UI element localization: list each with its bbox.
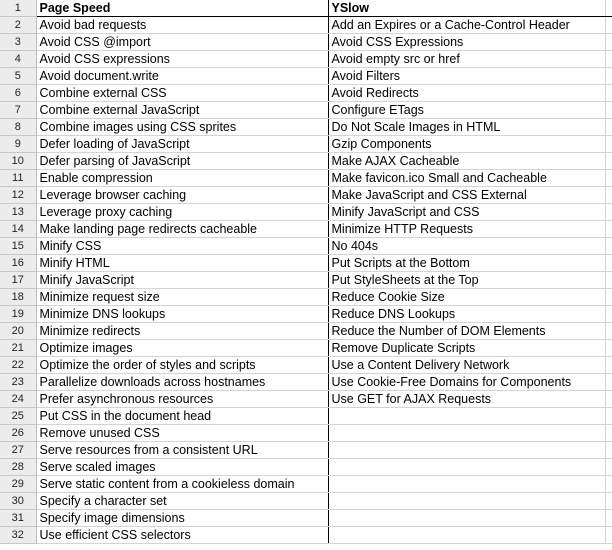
cell-empty[interactable]: [605, 34, 612, 51]
cell-empty[interactable]: [605, 340, 612, 357]
cell-empty[interactable]: [605, 221, 612, 238]
row-header[interactable]: 15: [0, 238, 36, 255]
cell-empty[interactable]: [605, 102, 612, 119]
row-header[interactable]: 30: [0, 493, 36, 510]
table-row: [0, 493, 612, 510]
table-row: [0, 408, 612, 425]
table-row: [0, 459, 612, 476]
cell-empty[interactable]: [605, 323, 612, 340]
cell-empty[interactable]: [605, 306, 612, 323]
cell-empty[interactable]: [605, 493, 612, 510]
table-row: [0, 85, 612, 102]
cell-empty[interactable]: [605, 510, 612, 527]
cell-page-speed-rule[interactable]: Minify JavaScript: [36, 272, 328, 289]
cell-yslow-rule[interactable]: [328, 476, 605, 493]
row-header[interactable]: 3: [0, 34, 36, 51]
table-row: [0, 17, 612, 34]
cell-empty[interactable]: [605, 408, 612, 425]
table-row: [0, 357, 612, 374]
cell-yslow-rule[interactable]: [328, 527, 605, 544]
cell-empty[interactable]: [605, 119, 612, 136]
cell-page-speed-rule[interactable]: Combine images using CSS sprites: [36, 119, 328, 136]
cell-empty[interactable]: [605, 17, 612, 34]
cell-page-speed-rule[interactable]: Leverage browser caching: [36, 187, 328, 204]
table-row: [0, 425, 612, 442]
cell-yslow-rule[interactable]: Avoid CSS Expressions: [328, 34, 605, 51]
cell-page-speed-rule[interactable]: Minimize DNS lookups: [36, 306, 328, 323]
cell-page-speed-rule[interactable]: Enable compression: [36, 170, 328, 187]
cell-page-speed-rule[interactable]: Defer loading of JavaScript: [36, 136, 328, 153]
cell-page-speed-rule[interactable]: Parallelize downloads across hostnames: [36, 374, 328, 391]
cell-empty[interactable]: [605, 255, 612, 272]
cell-page-speed-rule[interactable]: Optimize the order of styles and scripts: [36, 357, 328, 374]
row-header[interactable]: 26: [0, 425, 36, 442]
cell-empty[interactable]: [605, 68, 612, 85]
cell-yslow-rule[interactable]: Reduce Cookie Size: [328, 289, 605, 306]
cell-yslow-rule[interactable]: Remove Duplicate Scripts: [328, 340, 605, 357]
table-row: [0, 119, 612, 136]
row-header[interactable]: 12: [0, 187, 36, 204]
cell-page-speed-rule[interactable]: Remove unused CSS: [36, 425, 328, 442]
row-header[interactable]: 6: [0, 85, 36, 102]
cell-page-speed-rule[interactable]: Minimize redirects: [36, 323, 328, 340]
row-header[interactable]: 13: [0, 204, 36, 221]
table-row: [0, 391, 612, 408]
cell-empty[interactable]: [605, 238, 612, 255]
row-header[interactable]: 32: [0, 527, 36, 544]
row-header[interactable]: 5: [0, 68, 36, 85]
row-header[interactable]: 21: [0, 340, 36, 357]
cell-empty[interactable]: [605, 476, 612, 493]
cell-page-speed-rule[interactable]: Serve static content from a cookieless domain: [36, 476, 328, 493]
cell-yslow-rule[interactable]: Use GET for AJAX Requests: [328, 391, 605, 408]
row-header[interactable]: 27: [0, 442, 36, 459]
row-header[interactable]: 9: [0, 136, 36, 153]
cell-empty[interactable]: [605, 391, 612, 408]
cell-page-speed-rule[interactable]: Optimize images: [36, 340, 328, 357]
table-row: [0, 153, 612, 170]
cell-yslow-rule[interactable]: [328, 510, 605, 527]
cell-yslow-rule[interactable]: Add an Expires or a Cache-Control Header: [328, 17, 605, 34]
cell-yslow-rule[interactable]: [328, 425, 605, 442]
cell-yslow-rule[interactable]: Minify JavaScript and CSS: [328, 204, 605, 221]
cell-empty[interactable]: [605, 187, 612, 204]
table-row: [0, 136, 612, 153]
row-header[interactable]: 14: [0, 221, 36, 238]
cell-empty[interactable]: [605, 425, 612, 442]
cell-page-speed-rule[interactable]: Make landing page redirects cacheable: [36, 221, 328, 238]
cell-yslow-rule[interactable]: Avoid Redirects: [328, 85, 605, 102]
cell-page-speed-rule[interactable]: Combine external JavaScript: [36, 102, 328, 119]
cell-page-speed-rule[interactable]: Avoid CSS @import: [36, 34, 328, 51]
row-header[interactable]: 7: [0, 102, 36, 119]
cell-empty[interactable]: [605, 153, 612, 170]
table-row: [0, 221, 612, 238]
cell-page-speed-rule[interactable]: Leverage proxy caching: [36, 204, 328, 221]
row-header[interactable]: 17: [0, 272, 36, 289]
cell-empty[interactable]: [605, 442, 612, 459]
row-header[interactable]: 18: [0, 289, 36, 306]
table-row: [0, 340, 612, 357]
cell-empty[interactable]: [605, 170, 612, 187]
row-header[interactable]: 28: [0, 459, 36, 476]
cell-page-speed-rule[interactable]: Minify CSS: [36, 238, 328, 255]
table-row: [0, 170, 612, 187]
cell-yslow-rule[interactable]: Make JavaScript and CSS External: [328, 187, 605, 204]
cell-page-speed-rule[interactable]: Serve scaled images: [36, 459, 328, 476]
cell-page-speed-rule[interactable]: Avoid bad requests: [36, 17, 328, 34]
table-row: [0, 51, 612, 68]
cell-yslow-rule[interactable]: No 404s: [328, 238, 605, 255]
row-header[interactable]: 11: [0, 170, 36, 187]
cell-yslow-rule[interactable]: Reduce the Number of DOM Elements: [328, 323, 605, 340]
cell-yslow-rule[interactable]: [328, 408, 605, 425]
cell-empty[interactable]: [605, 204, 612, 221]
cell-empty[interactable]: [605, 289, 612, 306]
cell-page-speed-rule[interactable]: Serve resources from a consistent URL: [36, 442, 328, 459]
cell-yslow-rule[interactable]: Use Cookie-Free Domains for Components: [328, 374, 605, 391]
cell-page-speed-rule[interactable]: Use efficient CSS selectors: [36, 527, 328, 544]
cell-yslow-rule[interactable]: Put Scripts at the Bottom: [328, 255, 605, 272]
cell-yslow-rule[interactable]: [328, 459, 605, 476]
table-row: [0, 34, 612, 51]
row-header[interactable]: 23: [0, 374, 36, 391]
cell-page-speed-rule[interactable]: Minimize request size: [36, 289, 328, 306]
table-row: [0, 527, 612, 544]
table-row: [0, 442, 612, 459]
table-row: [0, 272, 612, 289]
table-row: [0, 204, 612, 221]
cell-empty[interactable]: [605, 527, 612, 544]
header-row: [0, 0, 612, 17]
cell-yslow-rule[interactable]: Do Not Scale Images in HTML: [328, 119, 605, 136]
row-header[interactable]: 10: [0, 153, 36, 170]
table-row: [0, 306, 612, 323]
row-header[interactable]: 24: [0, 391, 36, 408]
cell-yslow-rule[interactable]: Avoid empty src or href: [328, 51, 605, 68]
table-row: [0, 102, 612, 119]
table-row: [0, 68, 612, 85]
cell-empty[interactable]: [605, 0, 612, 17]
cell-empty[interactable]: [605, 459, 612, 476]
cell-yslow-rule[interactable]: Avoid Filters: [328, 68, 605, 85]
cell-page-speed-rule[interactable]: Avoid document.write: [36, 68, 328, 85]
cell-empty[interactable]: [605, 136, 612, 153]
cell-yslow-rule[interactable]: Configure ETags: [328, 102, 605, 119]
cell-yslow-rule[interactable]: Use a Content Delivery Network: [328, 357, 605, 374]
row-header[interactable]: 16: [0, 255, 36, 272]
cell-empty[interactable]: [605, 357, 612, 374]
cell-page-speed-rule[interactable]: Combine external CSS: [36, 85, 328, 102]
row-header[interactable]: 22: [0, 357, 36, 374]
table-row: [0, 374, 612, 391]
cell-yslow-rule[interactable]: [328, 442, 605, 459]
header-cell-page-speed[interactable]: Page Speed: [36, 0, 328, 17]
table-row: [0, 289, 612, 306]
row-header[interactable]: 31: [0, 510, 36, 527]
table-row: [0, 510, 612, 527]
cell-yslow-rule[interactable]: Put StyleSheets at the Top: [328, 272, 605, 289]
table-row: [0, 255, 612, 272]
table-row: [0, 238, 612, 255]
row-header[interactable]: 1: [0, 0, 36, 17]
cell-yslow-rule[interactable]: Minimize HTTP Requests: [328, 221, 605, 238]
cell-page-speed-rule[interactable]: Prefer asynchronous resources: [36, 391, 328, 408]
cell-page-speed-rule[interactable]: Specify a character set: [36, 493, 328, 510]
cell-page-speed-rule[interactable]: Minify HTML: [36, 255, 328, 272]
cell-page-speed-rule[interactable]: Specify image dimensions: [36, 510, 328, 527]
cell-empty[interactable]: [605, 374, 612, 391]
row-header[interactable]: 29: [0, 476, 36, 493]
cell-empty[interactable]: [605, 51, 612, 68]
row-header[interactable]: 4: [0, 51, 36, 68]
cell-empty[interactable]: [605, 272, 612, 289]
cell-page-speed-rule[interactable]: Defer parsing of JavaScript: [36, 153, 328, 170]
cell-empty[interactable]: [605, 85, 612, 102]
cell-yslow-rule[interactable]: Make AJAX Cacheable: [328, 153, 605, 170]
table-row: [0, 476, 612, 493]
cell-page-speed-rule[interactable]: Put CSS in the document head: [36, 408, 328, 425]
row-header[interactable]: 19: [0, 306, 36, 323]
table-row: [0, 323, 612, 340]
row-header[interactable]: 20: [0, 323, 36, 340]
cell-yslow-rule[interactable]: [328, 493, 605, 510]
header-cell-yslow[interactable]: YSlow: [328, 0, 605, 17]
cell-yslow-rule[interactable]: Gzip Components: [328, 136, 605, 153]
cell-yslow-rule[interactable]: Reduce DNS Lookups: [328, 306, 605, 323]
row-header[interactable]: 25: [0, 408, 36, 425]
cell-yslow-rule[interactable]: Make favicon.ico Small and Cacheable: [328, 170, 605, 187]
table-row: [0, 187, 612, 204]
row-header[interactable]: 2: [0, 17, 36, 34]
row-header[interactable]: 8: [0, 119, 36, 136]
cell-page-speed-rule[interactable]: Avoid CSS expressions: [36, 51, 328, 68]
